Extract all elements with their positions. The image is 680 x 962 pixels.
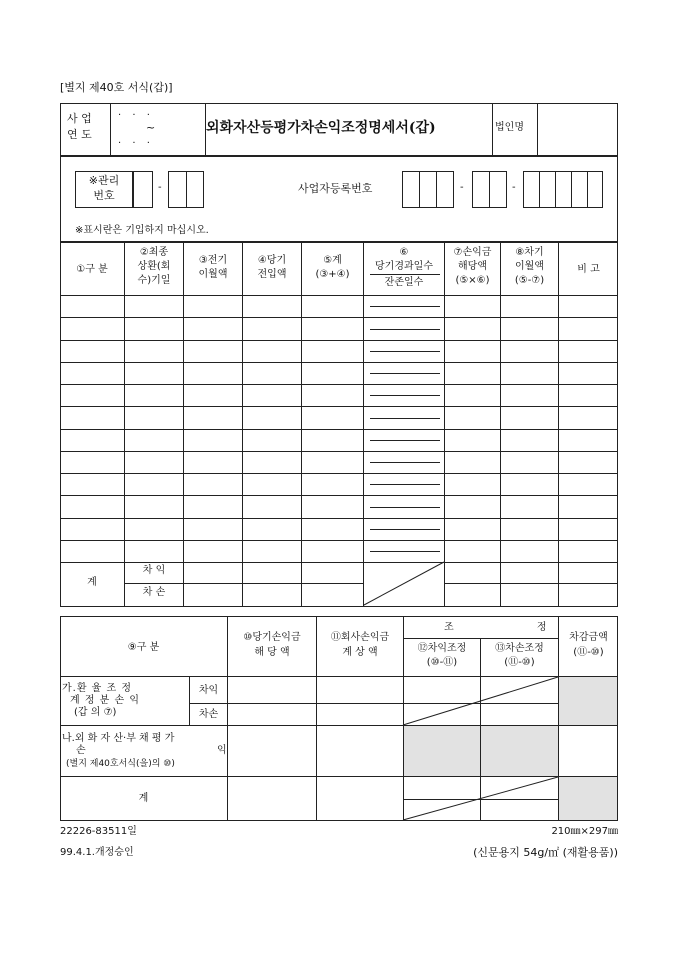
col-category-header: ①구 분	[76, 264, 108, 275]
row-ga-line1: 가.환 율 조 정	[62, 683, 133, 694]
days-fraction-line-8	[370, 462, 440, 463]
col-sum-header-2: (③+④)	[315, 269, 350, 280]
row-na-line2b: 익	[217, 745, 227, 756]
biz-reg-dash-1: -	[460, 182, 464, 193]
table1-row-divider-12	[60, 540, 618, 541]
notice-text: ※표시란은 기입하지 마십시오.	[75, 225, 209, 236]
col-current-amount-header-1: ⑩당기손익금	[243, 632, 301, 643]
biz-reg-dash-2: -	[512, 182, 516, 193]
footer-paper-spec: (신문용지 54g/㎡ (재활용품))	[473, 846, 618, 859]
table1-total-label: 계	[87, 577, 97, 588]
col-next-carryover-header-1: ⑧차기	[515, 247, 544, 258]
year-tilde: ~	[146, 121, 156, 134]
biz-reg-no-label: 사업자등록번호	[298, 182, 373, 195]
table1-row-divider-7	[60, 429, 618, 430]
table1-row-divider-3	[60, 340, 618, 341]
col-gainloss-header-2: 해당액	[458, 261, 487, 272]
table1-row-divider-8	[60, 451, 618, 452]
table1-col-divider-3	[242, 242, 243, 607]
table1-loss-label: 차 손	[142, 587, 166, 598]
col-sum-header-1: ⑤계	[323, 255, 342, 266]
days-fraction-line-4	[370, 373, 440, 374]
biz-reg-no-part-1[interactable]	[402, 171, 454, 208]
mgmt-no-digit-box[interactable]	[133, 171, 153, 208]
row-ga-gain-label: 차익	[198, 685, 219, 696]
table2-category-header: ⑨구 분	[127, 642, 160, 653]
col-remarks-header: 비 고	[577, 264, 600, 275]
table1	[60, 242, 618, 607]
gray-cell-total-diff	[559, 777, 617, 820]
biz-reg-no-part-3[interactable]	[523, 171, 603, 208]
table1-col-divider-4	[301, 242, 302, 607]
table1-row-divider-2	[60, 317, 618, 318]
row-ga-line3: (갑 의 ⑦)	[74, 707, 117, 718]
table1-total-subrow-right	[444, 583, 618, 584]
col-company-amount-header-2: 계 상 액	[342, 647, 378, 658]
table1-row-divider-13	[60, 562, 618, 563]
days-fraction-line-11	[370, 529, 440, 530]
days-fraction-line-6	[370, 418, 440, 419]
mgmt-no-dash: -	[158, 182, 162, 193]
footer-form-code: 22226-83511일	[60, 826, 137, 837]
col-final-date-header-2: 상환(회	[137, 261, 171, 272]
footer-paper-size: 210㎜×297㎜	[551, 826, 618, 837]
mgmt-no-label-2: 번호	[93, 189, 115, 202]
row-ga-adjust-diagonal	[403, 677, 558, 725]
col-loss-adjust-header-1: ⑬차손조정	[495, 643, 544, 654]
col-final-date-header-1: ②최종	[139, 247, 169, 258]
table1-row-divider-10	[60, 495, 618, 496]
table1-row-divider-1	[60, 295, 618, 296]
table1-gain-label: 차 익	[142, 565, 166, 576]
col-gainloss-header-3: (⑤×⑥)	[455, 275, 490, 286]
col-days-header-1: ⑥	[399, 247, 409, 258]
total-adjust-diagonal	[403, 777, 558, 820]
col-days-header-2: 당기경과일수	[375, 261, 433, 272]
col-prev-carryover-header-1: ③전기	[198, 255, 228, 266]
days-fraction-line-7	[370, 440, 440, 441]
row-na-line2a: 손	[76, 745, 86, 756]
col-diff-header-1: 차감금액	[569, 632, 608, 643]
row-ga-line2: 계 정 분 손 익	[70, 695, 141, 706]
gray-cell-ga-diff	[559, 677, 617, 725]
form-title: 외화자산등평가차손익조정명세서(갑)	[206, 120, 436, 136]
table1-row-divider-5	[60, 384, 618, 385]
col-gain-adjust-header-2: (⑩-⑪)	[426, 657, 458, 668]
table1-col-divider-2	[183, 242, 184, 607]
days-fraction-line-1	[370, 306, 440, 307]
col-current-transfer-header-2: 전입액	[257, 269, 287, 280]
table1-total-subrow-left	[124, 583, 364, 584]
table1-col-divider-7	[500, 242, 501, 607]
table1-row-divider-4	[60, 362, 618, 363]
days-fraction-line-2	[370, 329, 440, 330]
col-prev-carryover-header-2: 이월액	[198, 269, 228, 280]
business-year-label-bottom: 연 도	[67, 128, 92, 141]
adjustment-header: 조 정	[444, 622, 587, 633]
days-fraction-line-5	[370, 395, 440, 396]
col-loss-adjust-header-2: (⑪-⑩)	[504, 657, 535, 668]
table1-col-divider-8	[558, 242, 559, 607]
col-gainloss-header-1: ⑦손익금	[453, 247, 492, 258]
table1-col-divider-5	[363, 242, 364, 607]
form-id: [별지 제40호 서식(갑)]	[60, 81, 173, 94]
business-year-label-top: 사 업	[67, 112, 92, 125]
col-current-amount-header-2: 해 당 액	[254, 647, 290, 658]
year-end-dots: · · ·	[118, 138, 154, 149]
col-days-header-3: 잔존일수	[384, 277, 424, 288]
mgmt-no-label-1: ※관리	[88, 174, 120, 187]
row-na-line1: 나.외 화 자 산·부 채 평 가	[62, 733, 175, 744]
days-fraction-line-12	[370, 551, 440, 552]
gray-cell-na-adjust	[404, 726, 558, 776]
col-next-carryover-header-3: (⑤-⑦)	[514, 275, 545, 286]
col-final-date-header-3: 수)기일	[137, 275, 171, 286]
table1-row-divider-9	[60, 473, 618, 474]
days-fraction-line-10	[370, 507, 440, 508]
table1-row-divider-11	[60, 518, 618, 519]
table2-total-label: 계	[138, 793, 149, 804]
col-diff-header-2: (⑪-⑩)	[573, 647, 604, 658]
col-next-carryover-header-2: 이월액	[515, 261, 544, 272]
table1-total-diagonal	[364, 562, 444, 605]
table1-col-divider-1	[124, 242, 125, 607]
row-na-line3: (별지 제40호서식(을)의 ⑩)	[66, 759, 175, 769]
col-gain-adjust-header-1: ⑫차익조정	[417, 643, 467, 654]
table1-row-divider-6	[60, 406, 618, 407]
year-start-dots: · · ·	[118, 110, 154, 121]
footer-approval: 99.4.1.개정승인	[60, 847, 134, 858]
days-fraction-line-9	[370, 484, 440, 485]
days-fraction-line-3	[370, 351, 440, 352]
table1-col-divider-6	[444, 242, 445, 607]
col-current-transfer-header-1: ④당기	[257, 255, 287, 266]
row-ga-loss-label: 차손	[198, 709, 219, 720]
corp-name-label: 법인명	[495, 122, 524, 133]
table1-bottom-line	[60, 606, 618, 607]
col-company-amount-header-1: ⑪회사손익금	[330, 632, 390, 643]
